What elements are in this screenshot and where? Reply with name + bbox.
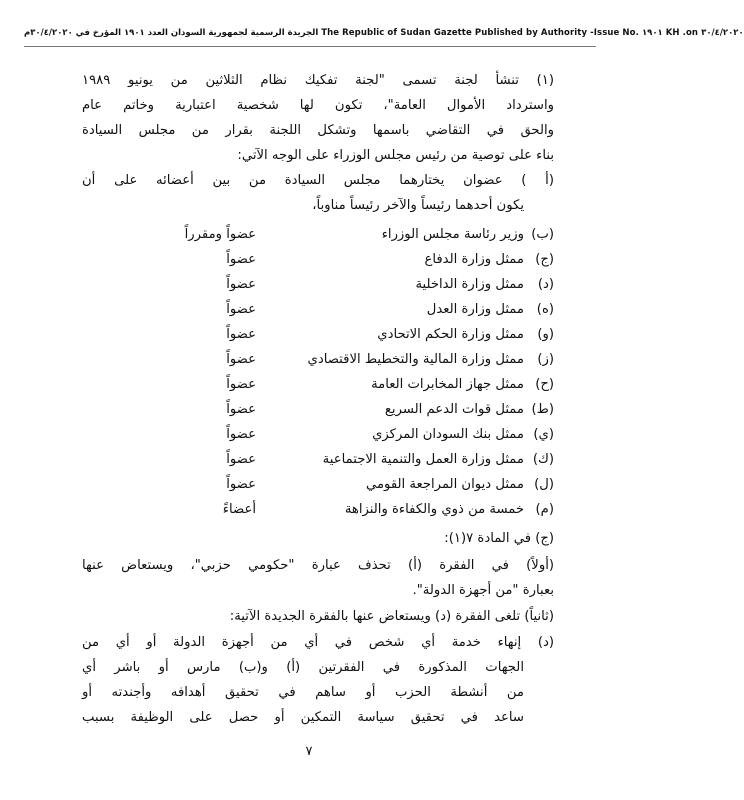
member-name: ممثل وزارة العمل والتنمية الاجتماعية	[322, 452, 524, 467]
member-row	[82, 501, 554, 519]
member-row	[82, 426, 554, 444]
member-row	[82, 351, 554, 369]
member-name: ممثل بنك السودان المركزي	[372, 427, 524, 442]
member-marker: (ح)	[535, 377, 554, 392]
member-role: عضواً	[226, 352, 256, 367]
member-name: ممثل ديوان المراجعة القومي	[366, 477, 524, 492]
clause-d-line-4: ساعد في تحقيق سياسة التمكين أو حصل على الوظيفة بسبب	[82, 710, 524, 725]
member-marker: (ج)	[535, 252, 554, 267]
member-name: وزير رئاسة مجلس الوزراء	[381, 227, 524, 242]
member-role: عضواً	[226, 402, 256, 417]
page-number: ٧	[305, 744, 313, 759]
member-row	[82, 326, 554, 344]
member-role: عضواً	[226, 377, 256, 392]
member-marker: (م)	[535, 502, 554, 517]
member-name: ممثل قوات الدعم السريع	[384, 402, 524, 417]
member-role: عضواً	[226, 477, 256, 492]
member-role: عضواً	[226, 427, 256, 442]
member-row	[82, 376, 554, 394]
member-row	[82, 251, 554, 269]
member-row	[82, 476, 554, 494]
clause-1-line-2: واسترداد الأموال العامة"، تكون لها شخصية اعتبارية وخاتم عام	[82, 98, 554, 113]
item-a-line-1: (أ ) عضوان يختارهما مجلس السيادة من بين أعضائه على أن	[82, 173, 554, 188]
clause-d-line-2: الجهات المذكورة في الفقرتين (أ) و(ب) مارس أو باشر أي	[82, 660, 524, 675]
member-role: عضواً	[226, 452, 256, 467]
member-role: أعضاءً	[222, 502, 256, 517]
section-j-title: (ج) في المادة ٧(١):	[444, 531, 554, 546]
member-marker: (ز)	[537, 352, 554, 367]
member-name: ممثل وزارة الداخلية	[415, 277, 524, 292]
member-marker: (ك)	[532, 452, 554, 467]
member-row	[82, 276, 554, 294]
section-j-second-title: (ثانياً) تلغى الفقرة (د) ويستعاض عنها بالفقرة الجديدة الآتية:	[229, 609, 554, 624]
section-j-first-line-1: (أولاً) في الفقرة (أ) تحذف عبارة "حكومي حزبي"، ويستعاض عنها	[82, 558, 554, 573]
member-marker: (ب)	[531, 227, 554, 242]
member-name: ممثل وزارة المالية والتخطيط الاقتصادي	[307, 352, 524, 367]
member-role: عضواً	[226, 302, 256, 317]
member-name: ممثل وزارة الدفاع	[424, 252, 524, 267]
clause-d-line-3: من أنشطة الحزب أو ساهم في تحقيق أهدافه وأجندته أو	[82, 685, 524, 700]
member-role: عضواً	[226, 252, 256, 267]
member-marker: (ه)	[536, 302, 554, 317]
member-marker: (ط)	[531, 402, 554, 417]
member-role: عضواً	[226, 277, 256, 292]
clause-1-line-1: (١) تنشأ لجنة تسمى "لجنة تفكيك نظام الثلاثين من يونيو ١٩٨٩	[82, 73, 554, 88]
clause-1-line-3: والحق في التقاضي باسمها وتشكل اللجنة بقرار من مجلس السيادة	[82, 123, 554, 138]
member-row	[82, 451, 554, 469]
member-role: عضواً ومقرراً	[184, 227, 256, 242]
member-row	[82, 401, 554, 419]
gazette-header: الجريدة الرسمية لجمهورية السودان العدد ١٩٠١ المؤرخ في ٣٠/٤/٢٠٢٠م The Republic of Sudan Gazette Published by Authority -Issue No. ١٩٠١ KH .on ٣٠/٤/٢٠٢٠	[24, 28, 744, 38]
section-j-first-line-2: بعبارة "من أجهزة الدولة".	[412, 583, 554, 598]
item-a-line-2: يكون أحدهما رئيساً والآخر رئيساً مناوباً،	[312, 198, 524, 213]
member-name: ممثل وزارة العدل	[426, 302, 524, 317]
clause-d-line-1: (د) إنهاء خدمة أي شخص في أي من أجهزة الدولة أو أي من	[82, 635, 554, 650]
member-marker: (و)	[537, 327, 554, 342]
member-name: خمسة من ذوي والكفاءة والنزاهة	[344, 502, 524, 517]
member-marker: (ل)	[534, 477, 554, 492]
member-row	[82, 301, 554, 319]
member-marker: (د)	[537, 277, 554, 292]
member-role: عضواً	[226, 327, 256, 342]
member-marker: (ي)	[533, 427, 554, 442]
member-name: ممثل وزارة الحكم الاتحادي	[377, 327, 524, 342]
clause-1-line-4: بناء على توصية من رئيس مجلس الوزراء على الوجه الآتي:	[237, 148, 554, 163]
member-name: ممثل جهاز المخابرات العامة	[371, 377, 524, 392]
member-row	[82, 226, 554, 244]
